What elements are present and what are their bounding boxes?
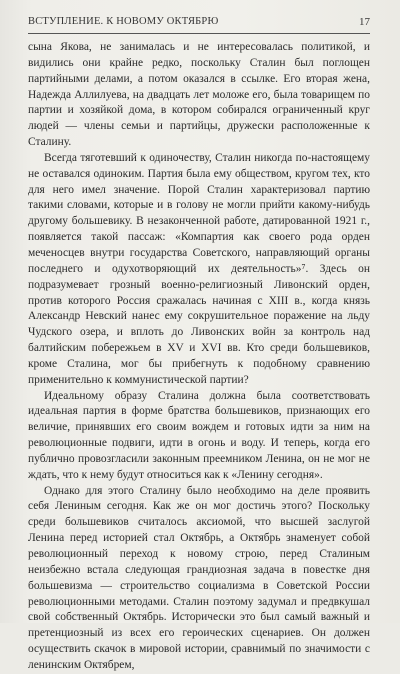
running-title: ВСТУПЛЕНИЕ. К НОВОМУ ОКТЯБРЮ	[28, 16, 219, 27]
paragraph-1: сына Якова, не занималась и не интересовалась политикой, и видились они крайне редко, поскольку Сталин был поглощен партийными делами, а потом оказался в ссылке. Его вторая жена, Надежда Аллилуева, на двадцать лет моложе его, была товарищем по партии и хозяйкой дома, в котором собирался ограниченный круг людей — члены семьи и партийцы, дружески расположенные к Сталину.	[28, 41, 370, 149]
body-text	[28, 40, 370, 674]
paragraph-4: Однако для этого Сталину было необходимо на деле проявить себя Лениным сегодня. Как же он мог достичь этого? Поскольку среди большевиков считалось аксиомой, что высшей заслугой Ленина перед историей стал Октябрь, а Октябрь знаменует собой революционный переход к новому строю, перед Сталиным неизбежно встала следующая грандиозная задача в повестке дня большевизма — строительство социализма в Советской России революционными методами. Сталин поэтому задумал и предвкушал свой собственный Октябрь. Исторически это был самый важный и претенциозный из всех его героических сценариев. Он должен осуществить скачок в мировой истории, сравнимый по значимости с ленинским Октябрем,	[28, 484, 370, 671]
page-header	[28, 12, 370, 32]
page-number: 17	[359, 16, 370, 28]
header-rule	[28, 33, 370, 34]
paragraph-2: Всегда тяготевший к одиночеству, Сталин никогда по-настоящему не оставался одиноким. Партия была ему обществом, кругом тех, кто для него имел значение. Порой Сталин характеризовал партию такими словами, которые и в голову не могли прийти какому-нибудь другому большевику. В незаконченной работе, датированной 1921 г., появляется такой пассаж: «Компартия как своего рода орден меченосцев внутри государства Советского, направляющий органы последнего и одухотворяющий их деятельность»⁷. Здесь он подразумевает грозный военно-религиозный Ливонский орден, против которого Россия сражалась начиная с XIII в., когда князь Александр Невский нанес ему сокрушительное поражение на льду Чудского озера, и вплоть до Ливонских войн за контроль над балтийским побережьем в XV и XVI вв. Кто среди большевиков, кроме Сталина, мог бы прибегнуть к подобному сравнению применительно к коммунистической партии?	[28, 151, 370, 386]
paragraph-3: Идеальному образу Сталина должна была соответствовать идеальная партия в форме братства большевиков, признающих его величие, принявших его своим вождем и готовых идти за ним на революционные подвиги, идти в огонь и воду. И теперь, когда его публично провозгласили законным преемником Ленина, он не мог не ждать, что к нему будут относиться как к «Ленину сегодня».	[28, 389, 370, 481]
